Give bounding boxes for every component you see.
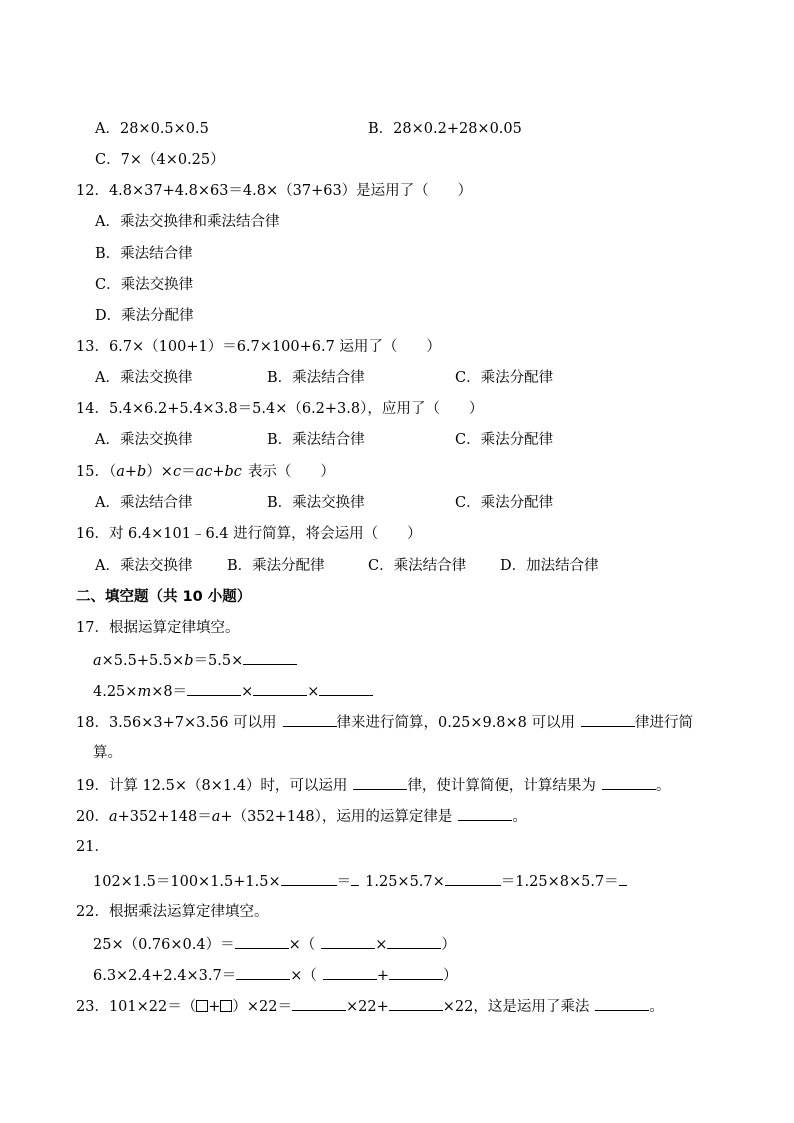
q15-tail: 表示（ ） <box>247 464 335 480</box>
q17-blank-3[interactable] <box>253 681 307 696</box>
q12-option-b[interactable]: B．乘法结合律 <box>95 246 193 262</box>
q12-option-c[interactable]: C．乘法交换律 <box>95 277 194 293</box>
q23-text-1: 23．101×22＝（ <box>76 999 197 1015</box>
q12-stem: 12．4.8×37+4.8×63＝4.8×（37+63）是运用了（ ） <box>76 183 473 199</box>
q22-l1-text-3: × <box>375 937 388 953</box>
q17-l1-end: ＝5.5× <box>193 653 244 669</box>
q17-blank-1[interactable] <box>243 650 297 665</box>
q14-stem: 14．5.4×6.2+5.4×3.8＝5.4×（6.2+3.8），应用了（ ） <box>76 401 484 417</box>
q14-option-a[interactable]: A．乘法交换律 <box>95 432 193 448</box>
q20-var-a2: a <box>211 809 221 825</box>
q17-var-b: b <box>184 653 194 669</box>
q17-l2-start: 4.25× <box>93 684 138 700</box>
q22-blank-6[interactable] <box>389 965 443 980</box>
q23-blank-3[interactable] <box>595 996 649 1011</box>
q16-option-b[interactable]: B．乘法分配律 <box>227 558 325 574</box>
q22-line2 <box>93 965 458 986</box>
q22-blank-1[interactable] <box>235 934 289 949</box>
q20-num: 20． <box>76 809 109 825</box>
q18-text-3: 律进行简 <box>635 715 694 731</box>
q22-blank-3[interactable] <box>387 934 441 949</box>
q21-blank-2[interactable] <box>351 871 359 886</box>
q18-text-1: 18．3.56×3+7×3.56 可以用 <box>76 715 277 731</box>
q23-text-3: ×22+ <box>346 999 389 1015</box>
q21-text-4: ＝1.25×8×5.7＝ <box>500 874 619 890</box>
q11-option-a[interactable]: A．28×0.5×0.5 <box>95 121 209 137</box>
q22-l2-text-3: + <box>376 968 389 984</box>
q22-l1-text-1: 25×（0.76×0.4）＝ <box>93 937 235 953</box>
q21-line <box>93 871 627 892</box>
q18-text-2: 律来进行简算，0.25×9.8×8 可以用 <box>336 715 576 731</box>
q15-mid: ）× <box>146 464 173 480</box>
q12-option-a[interactable]: A．乘法交换律和乘法结合律 <box>95 214 280 230</box>
q16-option-a[interactable]: A．乘法交换律 <box>95 558 193 574</box>
q19-text-3: 。 <box>655 778 671 794</box>
q15-option-c[interactable]: C．乘法分配律 <box>455 495 554 511</box>
q15-plus2: + <box>212 464 225 480</box>
q13-option-c[interactable]: C．乘法分配律 <box>455 370 554 386</box>
q18-blank-2[interactable] <box>581 712 635 727</box>
q21-blank-1[interactable] <box>281 871 337 886</box>
q20-blank[interactable] <box>458 806 512 821</box>
q22-l2-text-1: 6.3×2.4+2.4×3.7＝ <box>93 968 237 984</box>
q15-var-c: c <box>172 464 182 480</box>
q17-line2 <box>93 681 373 702</box>
q15-stem <box>76 462 335 482</box>
q19-blank-1[interactable] <box>353 775 407 790</box>
q17-times-1: × <box>241 684 254 700</box>
q19-line <box>76 775 670 796</box>
q20-line <box>76 806 527 827</box>
q17-l2-mid: ×8＝ <box>151 684 188 700</box>
q22-l1-text-2: ×（ <box>288 937 316 953</box>
q16-option-c[interactable]: C．乘法结合律 <box>368 558 467 574</box>
q23-text-5: 。 <box>649 999 664 1015</box>
q17-blank-4[interactable] <box>319 681 373 696</box>
q15-var-a: a <box>116 464 125 480</box>
q17-var-m: m <box>137 684 152 700</box>
q23-text-4: ×22，这是运用了乘法 <box>442 999 590 1015</box>
q15-num: 15．（ <box>76 464 117 480</box>
q15-bc: bc <box>224 464 242 480</box>
q11-option-c[interactable]: C．7×（4×0.25） <box>95 152 225 168</box>
q23-blank-2[interactable] <box>389 996 443 1011</box>
q16-stem: 16．对 6.4×101﹣6.4 进行简算，将会运用（ ） <box>76 526 422 542</box>
q22-l2-text-4: ） <box>443 968 458 984</box>
q15-plus: + <box>124 464 138 480</box>
q22-blank-5[interactable] <box>323 965 377 980</box>
q23-box-1[interactable] <box>196 1000 208 1012</box>
q20-text-1: +352+148＝ <box>117 809 212 825</box>
q11-option-b[interactable]: B．28×0.2+28×0.05 <box>368 121 522 137</box>
q17-l1-mid: ×5.5+5.5× <box>101 653 185 669</box>
q18-line2: 算。 <box>93 745 122 761</box>
q20-text-2: +（352+148），运用的运算定律是 <box>220 809 453 825</box>
q23-line <box>76 996 664 1017</box>
q20-var-a: a <box>108 809 118 825</box>
q21-blank-4[interactable] <box>619 871 627 886</box>
q13-stem: 13．6.7×（100+1）＝6.7×100+6.7 运用了（ ） <box>76 339 441 355</box>
q15-ac: ac <box>195 464 213 480</box>
q17-var-a: a <box>93 653 102 669</box>
q21-text-2: ＝ <box>336 874 352 890</box>
q19-text-1: 19．计算 12.5×（8×1.4）时，可以运用 <box>76 778 348 794</box>
q15-var-b: b <box>137 464 147 480</box>
q18-line1 <box>76 712 693 733</box>
q14-option-b[interactable]: B．乘法结合律 <box>267 432 365 448</box>
q16-option-d[interactable]: D．加法结合律 <box>500 558 599 574</box>
q17-line1 <box>93 650 297 671</box>
q13-option-a[interactable]: A．乘法交换律 <box>95 370 193 386</box>
q21-blank-3[interactable] <box>445 871 501 886</box>
q12-option-d[interactable]: D．乘法分配律 <box>95 308 194 324</box>
q22-l1-text-4: ） <box>441 937 456 953</box>
q15-option-b[interactable]: B．乘法交换律 <box>267 495 365 511</box>
q23-box-2[interactable] <box>220 1000 232 1012</box>
q23-blank-1[interactable] <box>292 996 346 1011</box>
q21-num: 21． <box>76 839 109 855</box>
q17-blank-2[interactable] <box>187 681 241 696</box>
q17-stem: 17．根据运算定律填空。 <box>76 620 240 636</box>
q23-plus: + <box>208 999 221 1015</box>
q15-eq: ＝ <box>181 464 196 480</box>
q18-blank-1[interactable] <box>283 712 337 727</box>
section-title-fill-in: 二、填空题（共 10 小题） <box>76 589 252 605</box>
q19-blank-2[interactable] <box>602 775 656 790</box>
q23-text-2: ）×22＝ <box>232 999 292 1015</box>
q15-option-a[interactable]: A．乘法结合律 <box>95 495 193 511</box>
q17-times-2: × <box>307 684 320 700</box>
q13-option-b[interactable]: B．乘法结合律 <box>267 370 365 386</box>
q22-blank-2[interactable] <box>321 934 375 949</box>
q22-blank-4[interactable] <box>236 965 290 980</box>
q20-text-3: 。 <box>512 809 527 825</box>
q21-text-3: 1.25×5.7× <box>365 874 445 890</box>
q22-l2-text-2: ×（ <box>290 968 317 984</box>
q19-text-2: 律，使计算简便，计算结果为 <box>407 778 596 794</box>
q22-line1 <box>93 934 456 955</box>
q22-stem: 22．根据乘法运算定律填空。 <box>76 904 269 920</box>
q14-option-c[interactable]: C．乘法分配律 <box>455 432 554 448</box>
q21-text-1: 102×1.5＝100×1.5+1.5× <box>93 874 281 890</box>
